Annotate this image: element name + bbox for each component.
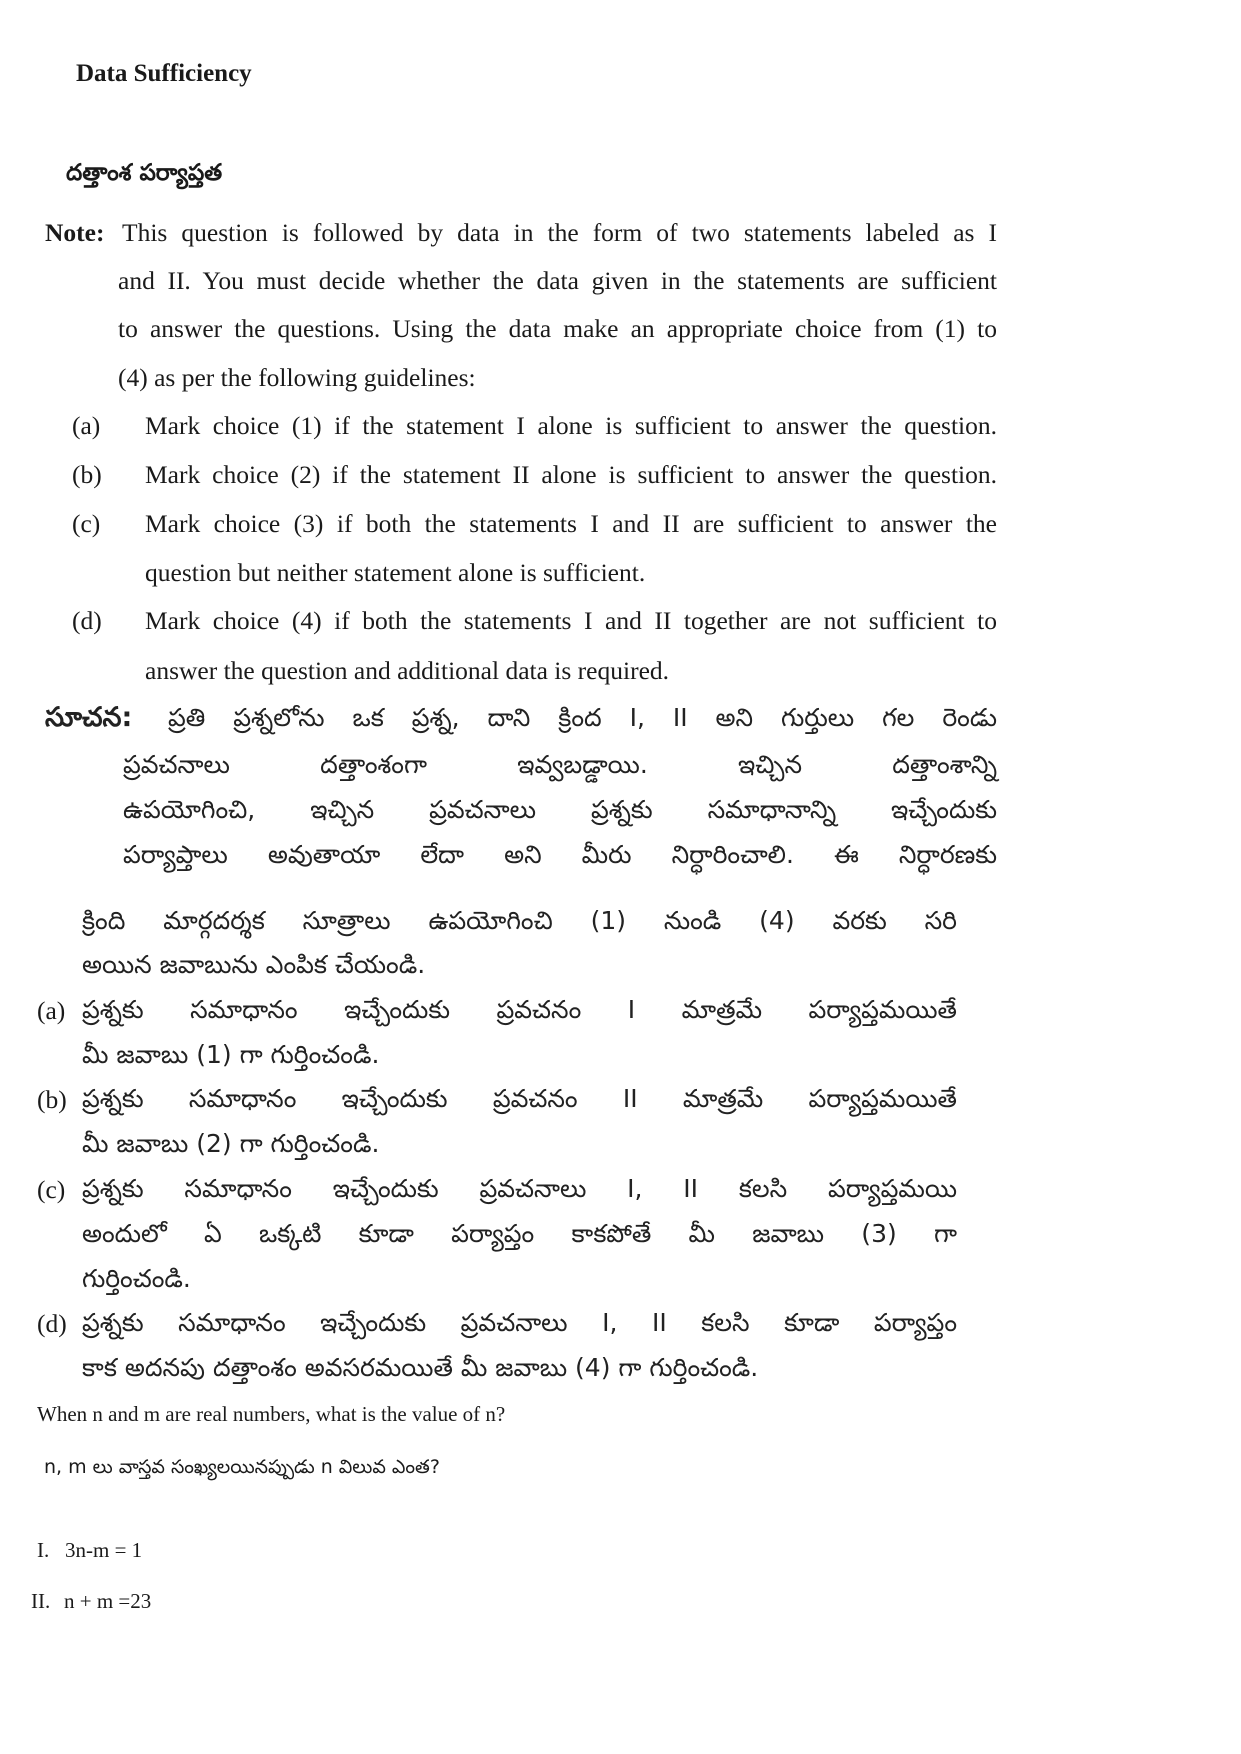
note-label: Note: [45, 218, 105, 247]
note-line-2: and II. You must decide whether the data given in the statements are sufficient [118, 266, 997, 295]
telugu-option-a-text-2: మీ జవాబు (1) గా గుర్తించండి. [82, 1040, 380, 1069]
option-b-text: Mark choice (2) if the statement II alone is sufficient to answer the question. [145, 460, 997, 489]
telugu-option-a-text-1: ప్రశ్నకు సమాధానం ఇచ్చేందుకు ప్రవచనం I మాత్రమే పర్యాప్తమయితే [82, 995, 957, 1024]
telugu-option-d-text-1: ప్రశ్నకు సమాధానం ఇచ్చేందుకు ప్రవచనాలు I, II కలసి కూడా పర్యాప్తం [82, 1308, 957, 1337]
option-c-text-2: question but neither statement alone is sufficient. [145, 558, 646, 587]
telugu-note-line-6: అయిన జవాబును ఎంపిక చేయండి. [82, 950, 426, 979]
telugu-option-d-label: (d) [37, 1309, 67, 1338]
question-text: When n and m are real numbers, what is the value of n? [37, 1402, 506, 1426]
telugu-note-line-1: ప్రతి ప్రశ్నలోను ఒక ప్రశ్న, దాని క్రింద I, II అని గుర్తులు గల రెండు [168, 703, 997, 732]
option-d-text-1: Mark choice (4) if both the statements I and II together are not sufficient to [145, 606, 997, 635]
note-line-1: This question is followed by data in the form of two statements labeled as I [122, 218, 997, 247]
note-line-4: (4) as per the following guidelines: [118, 363, 476, 392]
option-c-text-1: Mark choice (3) if both the statements I and II are sufficient to answer the [145, 509, 997, 538]
telugu-option-b-text-1: ప్రశ్నకు సమాధానం ఇచ్చేందుకు ప్రవచనం II మాత్రమే పర్యాప్తమయితే [82, 1084, 957, 1113]
statement-1-label: I. [37, 1538, 50, 1562]
note-line-3: to answer the questions. Using the data make an appropriate choice from (1) to [118, 314, 997, 343]
option-d-label: (d) [72, 606, 102, 635]
section-title: Data Sufficiency [76, 60, 252, 87]
option-d-text-2: answer the question and additional data is required. [145, 656, 670, 685]
question-text-telugu: n, m లు వాస్తవ సంఖ్యలయినప్పుడు n విలువ ఎంత? [44, 1456, 440, 1478]
telugu-note-line-5: క్రింది మార్గదర్శక సూత్రాలు ఉపయోగించి (1) నుండి (4) వరకు సరి [82, 906, 957, 935]
telugu-option-a-label: (a) [37, 996, 66, 1025]
option-a-label: (a) [72, 411, 101, 440]
statement-2-text: n + m =23 [64, 1589, 152, 1613]
option-a-text: Mark choice (1) if the statement I alone is sufficient to answer the question. [145, 411, 997, 440]
telugu-option-c-text-2: అందులో ఏ ఒక్కటి కూడా పర్యాప్తం కాకపోతే మీ జవాబు (3) గా [82, 1219, 957, 1248]
telugu-note-label: సూచన: [45, 702, 133, 733]
statement-1-text: 3n-m = 1 [65, 1538, 143, 1562]
telugu-note-line-4: పర్యాప్తాలు అవుతాయా లేదా అని మీరు నిర్ధారించాలి. ఈ నిర్ధారణకు [123, 840, 997, 869]
telugu-option-b-text-2: మీ జవాబు (2) గా గుర్తించండి. [82, 1129, 380, 1158]
telugu-note-line-3: ఉపయోగించి, ఇచ్చిన ప్రవచనాలు ప్రశ్నకు సమాధానాన్ని ఇచ్చేందుకు [123, 795, 997, 824]
telugu-option-c-label: (c) [37, 1175, 66, 1204]
section-title-telugu: దత్తాంశ పర్యాప్తత [66, 160, 223, 186]
option-c-label: (c) [72, 509, 101, 538]
telugu-option-c-text-3: గుర్తించండి. [82, 1264, 191, 1293]
telugu-option-b-label: (b) [37, 1085, 67, 1114]
statement-2-label: II. [31, 1589, 51, 1613]
telugu-option-c-text-1: ప్రశ్నకు సమాధానం ఇచ్చేందుకు ప్రవచనాలు I, II కలసి పర్యాప్తమయి [82, 1174, 957, 1203]
option-b-label: (b) [72, 460, 102, 489]
telugu-option-d-text-2: కాక అదనపు దత్తాంశం అవసరమయితే మీ జవాబు (4) గా గుర్తించండి. [82, 1353, 759, 1382]
telugu-note-line-2: ప్రవచనాలు దత్తాంశంగా ఇవ్వబడ్డాయి. ఇచ్చిన దత్తాంశాన్ని [123, 750, 997, 779]
